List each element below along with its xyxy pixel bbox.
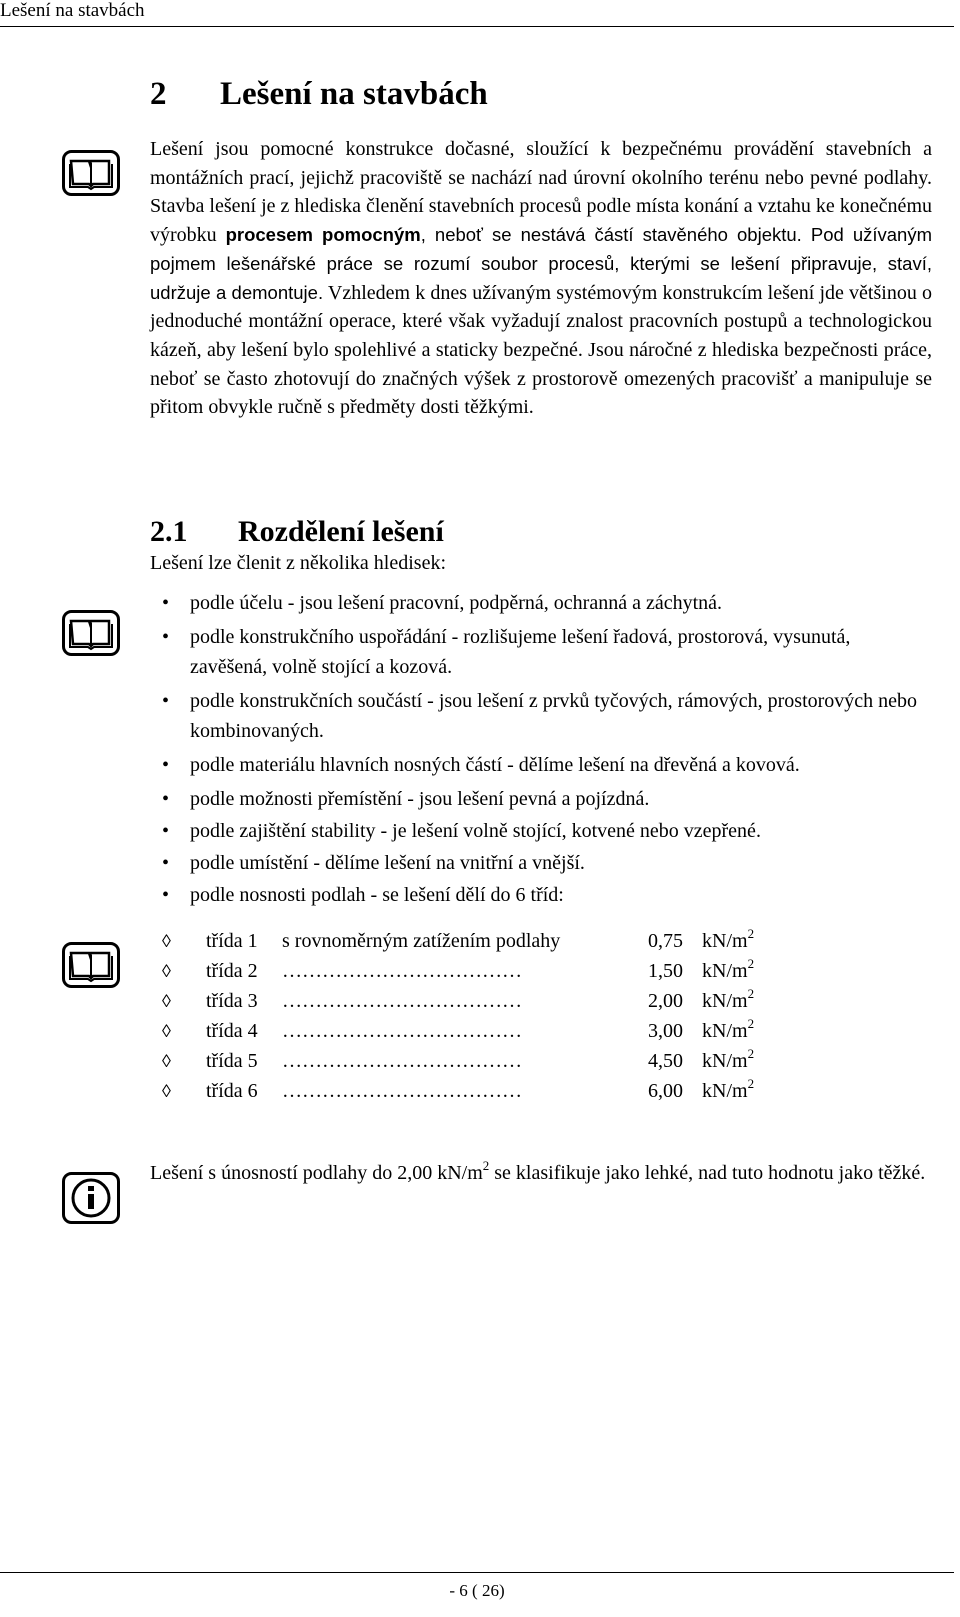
- header-rule: [0, 26, 954, 27]
- open-book-icon: [62, 942, 120, 988]
- intro-text-2: , neboť se nestává částí stavěného objektu. Pod užívaným pojmem lešenářské práce se rozumí soubor procesů, kterými se lešení připravuje, staví, udržuje a demontuje.: [150, 224, 932, 303]
- classification-note: Lešení s únosností podlahy do 2,00 $kN/m^2$ se klasifikuje jako lehké, nad tuto hodnotu jako těžké.: [150, 1158, 926, 1184]
- page-number: - 6 ( 26): [449, 1581, 505, 1600]
- intro-text-3: Vzhledem k dnes užívaným systémovým konstrukcím lešení jde většinou o jednoduché montážní operace, které však vyžadují znalost pracovních postupů a technologickou kázeň, aby lešení bylo spolehlivé a staticky bezpečné. Jsou náročné z hlediska bezpečnosti práce, neboť se často zhotovují do značných výšek z prostorově omezených pracovišť a manipuluje se přitom obvykle ručně s předměty dosti těžkými.: [150, 281, 932, 419]
- intro-bold-term: procesem pomocným: [225, 224, 421, 246]
- diamond-icon: ◊: [162, 1051, 171, 1071]
- lead-sentence: Lešení lze členit z několika hledisek:: [150, 552, 446, 574]
- table-row: ◊ třída 4 ……………………………… 3,00 $kN/m^2$: [150, 1016, 790, 1046]
- list-item: • podle zajištění stability - je lešení volně stojící, kotvené nebo vzepřené.: [162, 820, 761, 842]
- chapter-number: 2: [150, 76, 167, 112]
- classification-list: [150, 588, 932, 910]
- table-row: ◊ třída 5 ……………………………… 4,50 $kN/m^2$: [150, 1046, 790, 1076]
- table-row: ◊ třída 1 s rovnoměrným zatížením podlahy 0,75 $kN/m^2$: [150, 926, 790, 956]
- diamond-icon: ◊: [162, 961, 171, 981]
- diamond-icon: ◊: [162, 931, 171, 951]
- intro-text-1: Lešení jsou pomocné konstrukce dočasné, sloužící k bezpečnému provádění stavebních a montážních prací, jejichž pracoviště se nachází nad úrovní okolního terénu nebo pevné podlahy. Stavba lešení je z hlediska členění stavebních procesů podle místa konání a vztahu ke konečnému výrobku: [150, 138, 932, 247]
- table-row: ◊ třída 3 ……………………………… 2,00 $kN/m^2$: [150, 986, 790, 1016]
- table-row: ◊ třída 2 ……………………………… 1,50 $kN/m^2$: [150, 956, 790, 986]
- diamond-icon: ◊: [162, 1021, 171, 1041]
- info-icon: [62, 1172, 120, 1218]
- list-item: • podle konstrukčních součástí - jsou lešení z prvků tyčových, rámových, prostorových nebo kombinovaných.: [162, 690, 918, 742]
- diamond-icon: ◊: [162, 991, 171, 1011]
- list-item: • podle nosnosti podlah - se lešení dělí do 6 tříd:: [162, 884, 564, 906]
- list-item: • podle možnosti přemístění - jsou lešení pevná a pojízdná.: [162, 788, 650, 810]
- diamond-icon: ◊: [162, 1081, 171, 1101]
- chapter-heading: [150, 72, 488, 116]
- list-item: • podle účelu - jsou lešení pracovní, podpěrná, ochranná a záchytná.: [162, 592, 723, 614]
- section-title: Rozdělení lešení: [238, 515, 444, 548]
- open-book-icon: [62, 610, 120, 656]
- table-row: ◊ třída 6 ……………………………… 6,00 $kN/m^2$: [150, 1076, 790, 1106]
- load-classes-table: [150, 926, 790, 1106]
- list-item: • podle umístění - dělíme lešení na vnitřní a vnější.: [162, 852, 585, 874]
- section-heading: [150, 512, 444, 552]
- intro-paragraph: [150, 135, 932, 422]
- footer-rule: [0, 1572, 954, 1573]
- page-header: [0, 0, 954, 28]
- open-book-icon: [62, 150, 120, 196]
- list-item: • podle materiálu hlavních nosných částí - dělíme lešení na dřevěná a kovová.: [162, 754, 800, 776]
- chapter-title: Lešení na stavbách: [220, 76, 488, 112]
- list-item: • podle konstrukčního uspořádání - rozlišujeme lešení řadová, prostorová, vysunutá, zavěšená, volně stojící a kozová.: [162, 626, 851, 678]
- section-number: 2.1: [150, 515, 188, 548]
- running-title: Lešení na stavbách: [0, 0, 145, 21]
